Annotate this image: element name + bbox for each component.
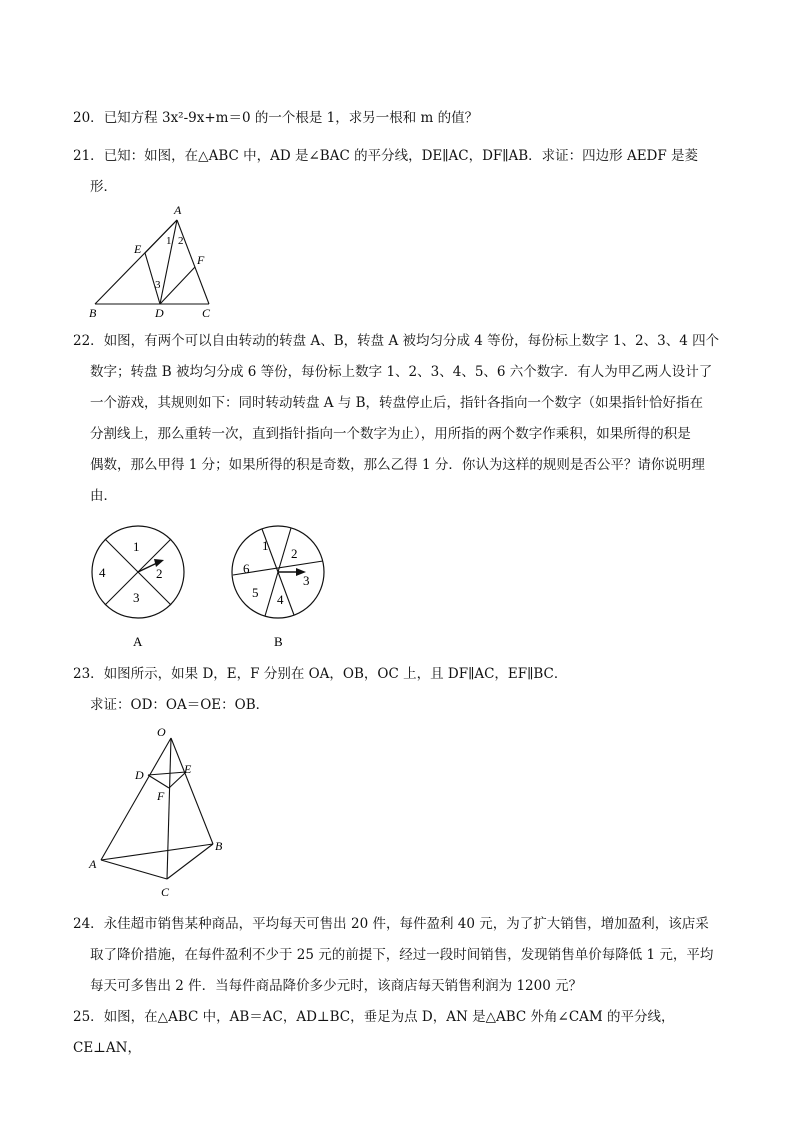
q23-text-line1: 如图所示，如果 D，E，F 分别在 OA，OB，OC 上，且 DF∥AC，EF∥BC． bbox=[103, 666, 568, 682]
question-23 bbox=[73, 659, 725, 721]
q20-text: 已知方程 3x²-9x+m＝0 的一个根是 1，求另一根和 m 的值？ bbox=[103, 110, 479, 126]
figure-triangle-abc bbox=[85, 200, 225, 320]
label-D2: D bbox=[135, 768, 144, 782]
q22-line-2: 数字；转盘 B 被均匀分成 6 等份，每份标上数字 1、2、3、4、5、6 六个数字．有人为甲乙两人设计了 bbox=[90, 364, 713, 380]
spinner-a-num-4: 4 bbox=[99, 565, 106, 580]
spinner-a-label: A bbox=[133, 634, 143, 649]
spinner-a-num-1: 1 bbox=[133, 539, 140, 554]
spinner-b-num-3: 3 bbox=[303, 573, 310, 588]
angle-3: 3 bbox=[155, 279, 161, 291]
spinner-b-num-6: 6 bbox=[243, 561, 250, 576]
label-A2: A bbox=[89, 857, 97, 871]
q21-text-line1: 已知：如图，在△ABC 中，AD 是∠BAC 的平分线，DE∥AC，DF∥AB．求证：四边形 AEDF 是菱 bbox=[103, 148, 699, 164]
angle-1: 1 bbox=[166, 235, 172, 247]
q21-text-line2: 形． bbox=[90, 179, 117, 195]
label-B2: B bbox=[215, 839, 223, 853]
q22-line-3: 一个游戏，其规则如下：同时转动转盘 A 与 B，转盘停止后，指针各指向一个数字（如果指针恰好指在 bbox=[90, 395, 704, 411]
q22-number: 22． bbox=[73, 333, 104, 349]
label-F2: F bbox=[157, 789, 165, 803]
spinner-b-num-4: 4 bbox=[277, 592, 284, 607]
q24-line-1: 永佳超市销售某种商品，平均每天可售出 20 件，每件盈利 40 元，为了扩大销售，增加盈利，该店采 bbox=[103, 916, 709, 932]
q25-text: 如图，在△ABC 中，AB＝AC，AD⊥BC，垂足为点 D，AN 是△ABC 外角∠CAM 的平分线，CE⊥AN， bbox=[73, 1009, 675, 1056]
q21-number: 21． bbox=[73, 148, 104, 164]
spinner-b-num-2: 2 bbox=[291, 546, 298, 561]
q20-number: 20． bbox=[73, 110, 104, 126]
q22-line-5: 偶数，那么甲得 1 分；如果所得的积是奇数，那么乙得 1 分．你认为这样的规则是否公平？请你说明理 bbox=[90, 457, 705, 473]
label-E2: E bbox=[184, 762, 192, 776]
question-25 bbox=[73, 1002, 725, 1064]
label-B: B bbox=[89, 306, 97, 320]
question-24 bbox=[73, 909, 725, 1002]
q24-line-2: 取了降价措施，在每件盈利不少于 25 元的前提下，经过一段时间销售，发现销售单价每降低 1 元，平均 bbox=[90, 947, 714, 963]
question-20 bbox=[73, 103, 725, 134]
q24-line-3: 每天可多售出 2 件．当每件商品降价多少元时，该商店每天销售利润为 1200 元？ bbox=[90, 978, 583, 994]
spinner-b-num-5: 5 bbox=[252, 585, 259, 600]
angle-2: 2 bbox=[178, 235, 184, 247]
q25-number: 25． bbox=[73, 1009, 104, 1025]
figure-pyramid-oabc bbox=[85, 722, 235, 907]
spinner-b bbox=[225, 522, 335, 652]
label-C: C bbox=[202, 306, 211, 320]
q24-number: 24． bbox=[73, 916, 104, 932]
label-A: A bbox=[174, 203, 182, 217]
spinner-b-num-1: 1 bbox=[262, 538, 269, 553]
question-21 bbox=[73, 141, 725, 203]
question-22 bbox=[73, 326, 725, 512]
q22-line-4: 分割线上，那么重转一次，直到指针指向一个数字为止），用所指的两个数字作乘积，如果所得的积是 bbox=[90, 426, 691, 442]
label-D: D bbox=[155, 306, 164, 320]
q22-line-1: 如图，有两个可以自由转动的转盘 A、B，转盘 A 被均匀分成 4 等份，每份标上数字 1、2、3、4 四个 bbox=[103, 333, 720, 349]
spinner-a-num-2: 2 bbox=[156, 566, 163, 581]
spinner-a-num-3: 3 bbox=[133, 590, 140, 605]
spinner-a bbox=[85, 522, 195, 652]
label-O: O bbox=[157, 725, 166, 739]
q23-number: 23． bbox=[73, 666, 104, 682]
label-C2: C bbox=[161, 885, 170, 899]
q23-text-line2: 求证：OD：OA＝OE：OB． bbox=[90, 697, 270, 713]
label-E: E bbox=[134, 242, 142, 256]
spinner-b-label: B bbox=[274, 634, 283, 649]
label-F: F bbox=[197, 253, 205, 267]
q22-line-6: 由． bbox=[90, 488, 117, 504]
